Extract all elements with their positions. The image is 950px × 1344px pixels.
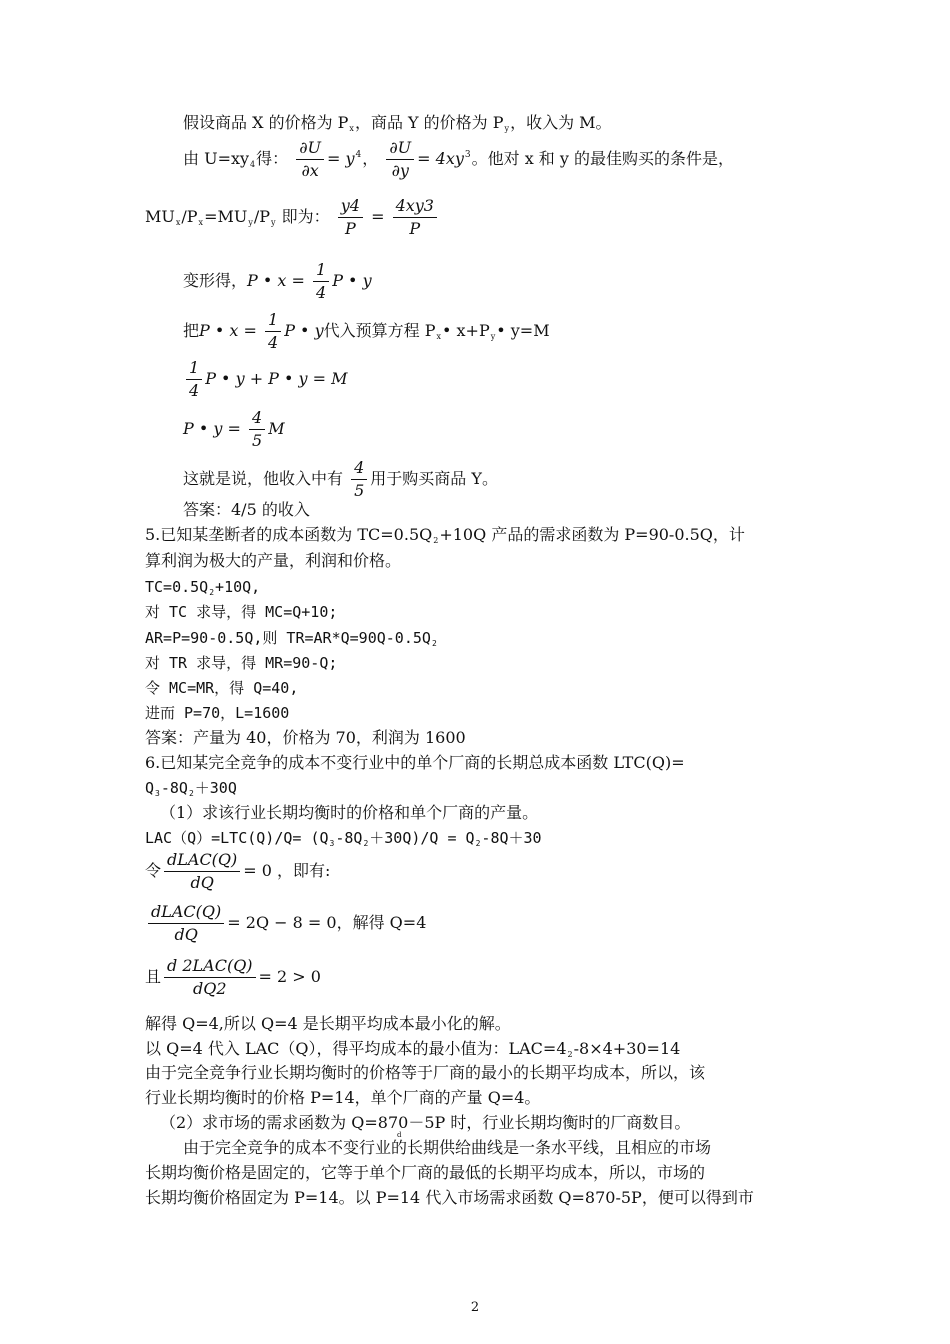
text-line: 对 TR 求导，得 MR=90-Q; [145, 654, 338, 672]
question-line: （2）求市场的需求函数为 Q=870－5P 时，行业长期均衡时的厂商数目。 [160, 1113, 691, 1132]
question-line: 算利润为极大的产量，利润和价格。 [145, 551, 402, 570]
formula-line: P • y = $\frac{4}{5}$ M [183, 408, 285, 450]
text-line: 令 MC=MR，得 Q=40, [145, 679, 299, 697]
fraction: $\frac{4xy3}{P}$ [393, 196, 437, 239]
partial-fraction: $\frac{\partial U}{\partial x}$ [296, 138, 324, 181]
stray-mark: d [397, 1131, 402, 1139]
text-line: 进而 P=70，L=1600 [145, 704, 290, 722]
fraction: $\frac{\text{dLAC(Q)}}{dQ}$ [164, 850, 240, 893]
partial-fraction: $\frac{\partial U}{\partial y}$ [386, 138, 414, 181]
fraction: $\frac{4}{5}$ [249, 408, 265, 451]
text-line-with-formula: 由 U=xy4得： $\frac{\partial U}{\partial x}$ = $y^4$， $\frac{\partial U}{\partial y}$ = $4xy^3$。他对 x 和 y 的最佳购买的条件是， [183, 138, 735, 180]
text-line: 解得 Q=4,所以 Q=4 是长期平均成本最小化的解。 [145, 1014, 511, 1033]
text-line: 长期均衡价格固定为 P=14。以 P=14 代入市场需求函数 Q=870-5P，便可以得到市 [145, 1188, 754, 1207]
fraction: $\frac{1}{4}$ [313, 260, 329, 303]
text-line: 以 Q=4 代入 LAC（Q），得平均成本的最小值为：LAC=42-8×4+30=14 [145, 1039, 681, 1059]
text-line: 由于完全竞争行业长期均衡时的价格等于厂商的最小的长期平均成本，所以，该 [145, 1063, 706, 1082]
answer-line: 答案：产量为 40，价格为 70，利润为 1600 [145, 728, 466, 747]
fraction: $\frac{1}{4}$ [186, 358, 202, 401]
fraction: $\frac{y4}{P}$ [338, 196, 363, 239]
question-line: 5.已知某垄断者的成本函数为 TC=0.5Q2+10Q 产品的需求函数为 P=90-0.5Q，计 [145, 525, 745, 545]
fraction: $\frac{\text{dLAC(Q)}}{dQ}$ [148, 902, 224, 945]
text-line: $Q_3-8Q_2+30Q$ [145, 779, 237, 798]
text-line-with-formula: 这就是说，他收入中有 $\frac{4}{5}$ 用于购买商品 Y。 [183, 458, 498, 500]
formula-line: 令 $\frac{\text{dLAC(Q)}}{dQ}$ = 0 ，即有: [145, 850, 331, 892]
fraction: $\frac{4}{5}$ [351, 458, 367, 501]
text-line: 假设商品 X 的价格为 Px，商品 Y 的价格为 Py，收入为 M。 [183, 113, 612, 133]
text-line: $TC=0.5Q_2+10Q$, [145, 578, 261, 597]
formula-line: $\frac{1}{4}$ P • y + P • y = M [183, 358, 348, 401]
text-line-with-formula: MUx/Px=MUy/Py 即为： $\frac{y4}{P}$ = $\frac{4xy3}{P}$ [145, 196, 440, 239]
question-line: （1）求该行业长期均衡时的价格和单个厂商的产量。 [160, 803, 539, 822]
text-line: 由于完全竞争的成本不变行业的长期供给曲线是一条水平线，且相应的市场 [183, 1138, 712, 1157]
question-line: 6.已知某完全竞争的成本不变行业中的单个厂商的长期总成本函数 LTC(Q)= [145, 753, 685, 772]
text-line: 对 TC 求导，得 MC=Q+10; [145, 603, 338, 621]
page-number: 2 [470, 1300, 480, 1315]
text-line-with-formula: 变形得，P • x = $\frac{1}{4}$ P • y [183, 260, 372, 302]
text-line: $LAC(Q)=LTC(Q)/Q= (Q_3-8Q_2+30Q)/Q = Q_2-8Q+30$ [145, 829, 542, 848]
text-line: 长期均衡价格是固定的，它等于单个厂商的最低的长期平均成本，所以，市场的 [145, 1163, 706, 1182]
formula-line: 且 $\frac{\text{d 2LAC(Q)}}{dQ2}$ = 2 > 0 [145, 956, 321, 998]
text-line: 行业长期均衡时的价格 P=14，单个厂商的产量 Q=4。 [145, 1088, 541, 1107]
text-line-with-formula: 把P • x = $\frac{1}{4}$ P • y代入预算方程 Px• x+Py• y=M [183, 310, 550, 352]
text-line: AR=P=90-0.5Q,则 $TR=AR*Q=90Q-0.5Q_2$ [145, 629, 437, 648]
answer-line: 答案：4/5 的收入 [183, 500, 310, 519]
fraction: $\frac{\text{d 2LAC(Q)}}{dQ2}$ [164, 956, 256, 999]
formula-line: $\frac{\text{dLAC(Q)}}{dQ}$ = 2Q − 8 = 0，解得 Q=4 [145, 902, 426, 945]
fraction: $\frac{1}{4}$ [265, 310, 281, 353]
